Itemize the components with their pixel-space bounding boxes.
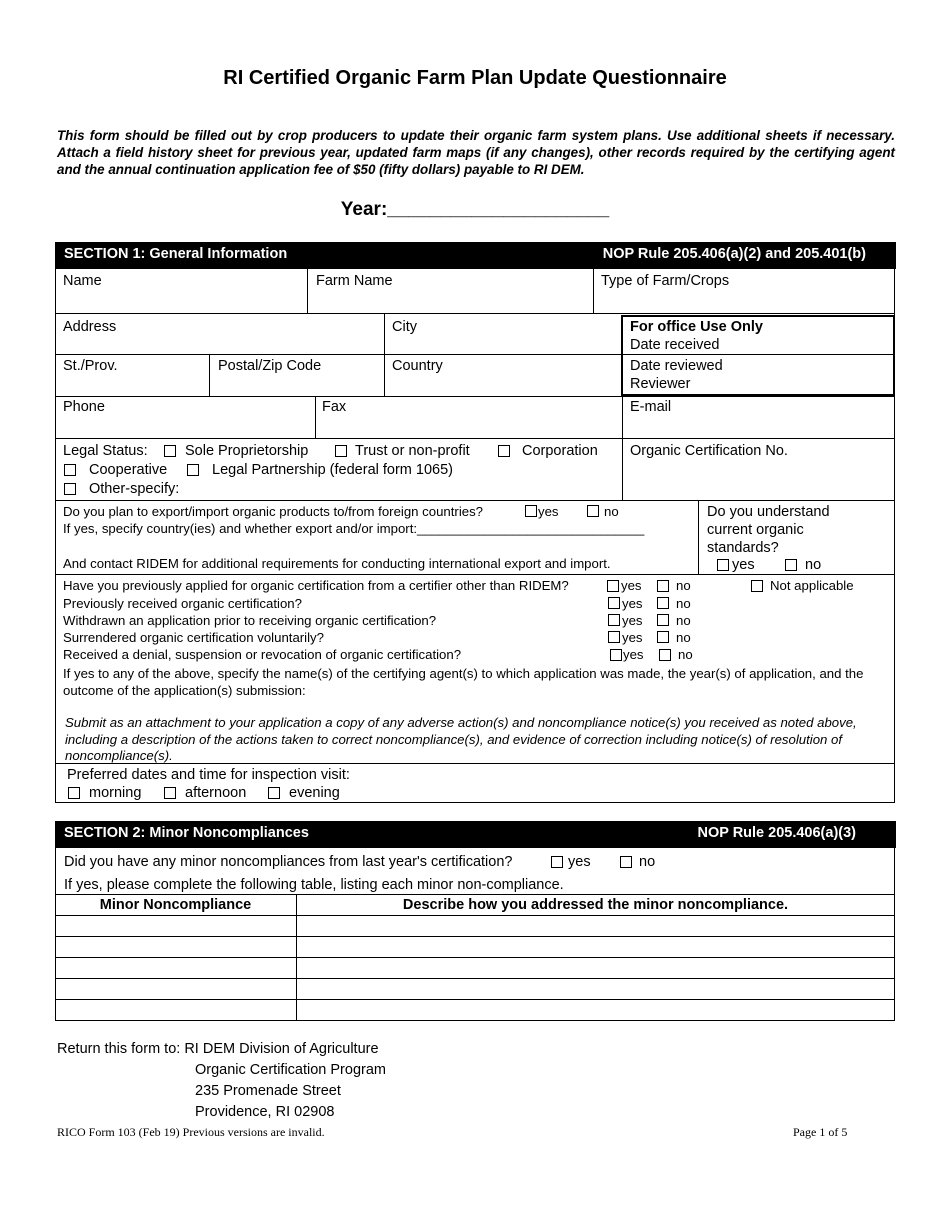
section1-header (55, 242, 896, 269)
afternoon-label: afternoon (185, 785, 247, 801)
return-line-2: Organic Certification Program (195, 1062, 386, 1078)
fax-field[interactable]: Fax (322, 399, 347, 415)
morning-label: morning (89, 785, 142, 801)
return-line-4: Providence, RI 02908 (195, 1104, 335, 1120)
export-yes-label: yes (538, 504, 559, 519)
export-specify[interactable]: If yes, specify country(ies) and whether export and/or import:_______________________________ (63, 521, 645, 536)
not-applicable-label: Not applicable (770, 578, 854, 593)
evening-label: evening (289, 785, 340, 801)
export-contact-note: And contact RIDEM for additional requirements for conducting international export and import. (63, 556, 611, 571)
history-3-yes-checkbox[interactable] (608, 614, 620, 626)
history-4-no-checkbox[interactable] (657, 631, 669, 643)
history-3-no-checkbox[interactable] (657, 614, 669, 626)
corporation-label: Corporation (522, 443, 598, 459)
table-header-noncompliance: Minor Noncompliance (99, 897, 252, 913)
export-question: Do you plan to export/import organic products to/from foreign countries? (63, 504, 484, 519)
history-2-no-label: no (676, 596, 691, 611)
postal-code-field[interactable]: Postal/Zip Code (218, 358, 322, 374)
history-question-1: Have you previously applied for organic certification from a certifier other than RIDEM? (63, 578, 569, 593)
history-2-no-checkbox[interactable] (657, 597, 669, 609)
office-use-title: For office Use Only (630, 319, 763, 335)
state-province-field[interactable]: St./Prov. (63, 358, 118, 374)
history-question-5: Received a denial, suspension or revocation of organic certification? (63, 647, 462, 662)
section2-header (55, 821, 896, 848)
standards-yes-checkbox[interactable] (717, 559, 729, 571)
partnership-label: Legal Partnership (federal form 1065) (212, 462, 453, 478)
history-attachment-note: Submit as an attachment to your application a copy of any adverse action(s) and noncompliance notice(s) you received as noted above, including a description of the actions taken to correct noncompliance(s), and evidence of correction including notice(s) of resolution of noncompliance(s). (65, 715, 857, 763)
minor-yes-checkbox[interactable] (551, 856, 563, 868)
standards-no-checkbox[interactable] (785, 559, 797, 571)
standards-question-line1: Do you understand (707, 504, 830, 520)
history-2-yes-checkbox[interactable] (608, 597, 620, 609)
page-number: Page 1 of 5 (793, 1125, 848, 1139)
history-5-no-label: no (678, 647, 693, 662)
standards-no-label: no (805, 557, 822, 573)
history-5-yes-label: yes (623, 647, 644, 662)
history-3-no-label: no (676, 613, 691, 628)
other-specify-checkbox[interactable] (64, 483, 76, 495)
history-5-yes-checkbox[interactable] (610, 649, 622, 661)
minor-yes-label: yes (568, 854, 591, 870)
section1-rule: NOP Rule 205.406(a)(2) and 205.401(b) (602, 246, 866, 262)
export-no-label: no (604, 504, 619, 519)
reviewer-field[interactable]: Reviewer (630, 376, 691, 392)
address-field[interactable]: Address (63, 319, 117, 335)
corporation-checkbox[interactable] (498, 445, 510, 457)
sole-proprietorship-label: Sole Proprietorship (185, 443, 309, 459)
inspection-label: Preferred dates and time for inspection visit: (67, 767, 350, 783)
farm-name-field[interactable]: Farm Name (316, 273, 393, 289)
city-field[interactable]: City (392, 319, 417, 335)
form-id: RICO Form 103 (Feb 19) Previous versions are invalid. (57, 1125, 325, 1139)
history-question-4: Surrendered organic certification voluntarily? (63, 630, 324, 645)
farm-type-field[interactable]: Type of Farm/Crops (601, 273, 730, 289)
date-received-field[interactable]: Date received (630, 337, 720, 353)
trust-label: Trust or non-profit (355, 443, 470, 459)
export-no-checkbox[interactable] (587, 505, 599, 517)
minor-noncompliance-question: Did you have any minor noncompliances from last year's certification? (64, 854, 513, 870)
afternoon-checkbox[interactable] (164, 787, 176, 799)
export-yes-checkbox[interactable] (525, 505, 537, 517)
section2-rule: NOP Rule 205.406(a)(3) (697, 825, 856, 841)
not-applicable-checkbox[interactable] (751, 580, 763, 592)
minor-no-label: no (639, 854, 656, 870)
standards-question-line2: current organic (707, 522, 804, 538)
standards-question-line3: standards? (707, 540, 779, 556)
legal-status-label: Legal Status: (63, 443, 148, 459)
evening-checkbox[interactable] (268, 787, 280, 799)
email-field[interactable]: E-mail (630, 399, 672, 415)
page-title: RI Certified Organic Farm Plan Update Questionnaire (223, 67, 727, 89)
name-field[interactable]: Name (63, 273, 102, 289)
table-row-inputs-col1[interactable] (56, 916, 296, 1020)
minor-table-instruction: If yes, please complete the following table, listing each minor non-compliance. (64, 877, 564, 893)
cooperative-checkbox[interactable] (64, 464, 76, 476)
intro-instructions: This form should be filled out by crop producers to update their organic farm system plans. Use additional sheets if necessary. Attach a field history sheet for previous year, updated farm maps (if any changes), other records required by the certifying agent and the annual continuation application fee of $50 (fifty dollars) payable to RI DEM. (57, 128, 895, 177)
minor-no-checkbox[interactable] (620, 856, 632, 868)
history-1-no-checkbox[interactable] (657, 580, 669, 592)
history-specify[interactable]: If yes to any of the above, specify the name(s) of the certifying agent(s) to which application was made, the year(s) of application, and the outcome of the application(s) submission: (63, 666, 864, 698)
date-reviewed-field[interactable]: Date reviewed (630, 358, 723, 374)
return-line-1: Return this form to: RI DEM Division of Agriculture (57, 1041, 379, 1057)
country-field[interactable]: Country (392, 358, 443, 374)
history-2-yes-label: yes (622, 596, 643, 611)
return-line-3: 235 Promenade Street (195, 1083, 341, 1099)
history-4-no-label: no (676, 630, 691, 645)
history-3-yes-label: yes (622, 613, 643, 628)
year-field[interactable]: Year:_____________________ (340, 199, 610, 220)
certification-number-field[interactable]: Organic Certification No. (630, 443, 788, 459)
history-question-2: Previously received organic certification? (63, 596, 302, 611)
history-1-yes-label: yes (621, 578, 642, 593)
section1-title: SECTION 1: General Information (64, 246, 288, 262)
morning-checkbox[interactable] (68, 787, 80, 799)
history-question-3: Withdrawn an application prior to receiving organic certification? (63, 613, 437, 628)
history-5-no-checkbox[interactable] (659, 649, 671, 661)
table-header-description: Describe how you addressed the minor noncompliance. (402, 897, 789, 913)
other-specify-label[interactable]: Other-specify: (89, 481, 180, 497)
history-1-yes-checkbox[interactable] (607, 580, 619, 592)
cooperative-label: Cooperative (89, 462, 168, 478)
history-1-no-label: no (676, 578, 691, 593)
section2-title: SECTION 2: Minor Noncompliances (64, 825, 309, 841)
trust-checkbox[interactable] (335, 445, 347, 457)
table-row-inputs-col2[interactable] (297, 916, 894, 1020)
history-4-yes-label: yes (622, 630, 643, 645)
history-4-yes-checkbox[interactable] (608, 631, 620, 643)
standards-yes-label: yes (732, 557, 755, 573)
phone-field[interactable]: Phone (63, 399, 105, 415)
sole-proprietorship-checkbox[interactable] (164, 445, 176, 457)
partnership-checkbox[interactable] (187, 464, 199, 476)
